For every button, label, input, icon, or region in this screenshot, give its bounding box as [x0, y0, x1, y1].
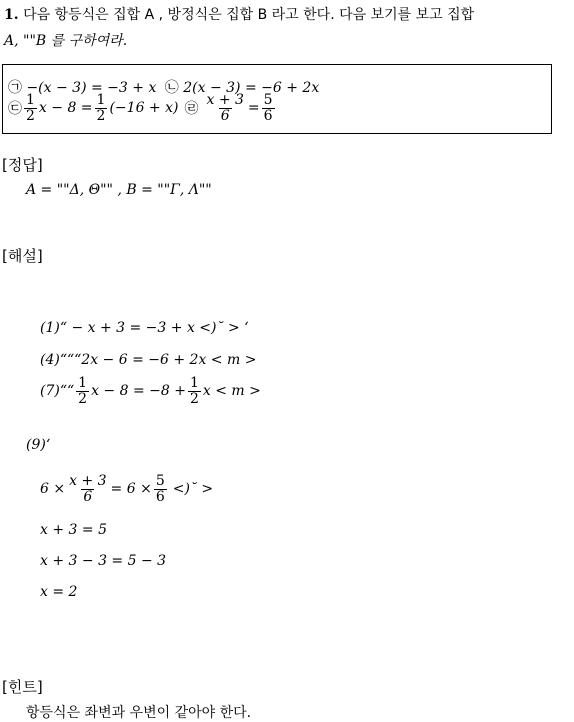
fraction-denominator: 6: [155, 488, 165, 505]
option-c-tail: (−16 + x): [109, 100, 179, 117]
fraction-numerator: 1: [78, 375, 88, 391]
fraction-denominator: 2: [96, 107, 106, 124]
hint-text: 항등식은 좌변과 우변이 같아야 한다.: [26, 705, 252, 721]
option-d-label: ㉣: [184, 101, 199, 118]
question-line-2: A, ""B 를 구하여라.: [4, 33, 128, 49]
option-row-2: [8, 93, 277, 123]
line3-fraction: [76, 376, 89, 406]
hint-title: [힌트]: [2, 678, 43, 696]
option-a-expr: −(x − 3) = −3 + x: [26, 80, 157, 96]
line3-prefix: (7)““: [40, 383, 75, 400]
step1-mid: = 6 ×: [110, 481, 152, 498]
fraction-denominator: 2: [189, 390, 199, 407]
option-c-mid: x − 8 =: [38, 100, 93, 117]
answer-line: A = ""Δ, Θ"" , B = ""Γ, Λ"": [26, 182, 212, 198]
step1-fraction: [67, 474, 108, 504]
explanation-step-4: x = 2: [40, 584, 78, 600]
fraction-numerator: 1: [189, 375, 199, 391]
question-line-1: [4, 4, 474, 24]
explanation-step-1: [40, 474, 213, 504]
fraction-denominator: 2: [78, 390, 88, 407]
fraction-denominator: 6: [263, 107, 273, 124]
option-c-fraction: [24, 93, 37, 123]
option-b-expr: 2(x − 3) = −6 + 2x: [183, 80, 320, 96]
explanation-line-4: (9)‘: [26, 437, 51, 453]
fraction-denominator: 6: [83, 488, 93, 505]
line3-tail: x < m >: [202, 383, 261, 400]
explanation-line-2: (4)“““2x − 6 = −6 + 2x < m >: [40, 352, 257, 368]
fraction-numerator: 5: [155, 473, 165, 489]
option-d-fraction-2: [262, 93, 275, 123]
explanation-line-3: [40, 376, 261, 406]
fraction-denominator: 6: [220, 107, 230, 124]
explanation-step-3: x + 3 − 3 = 5 − 3: [40, 553, 167, 569]
option-c-label: ㉢: [8, 101, 22, 118]
explanation-line-1: (1)“ − x + 3 = −3 + x <)˘ > ‘: [40, 320, 249, 336]
step1-tail: <)˘ >: [172, 481, 214, 498]
line3-mid: x − 8 = −8 +: [91, 383, 186, 400]
line3-fraction-2: [188, 376, 201, 406]
fraction-denominator: 2: [26, 107, 35, 124]
fraction-numerator: x + 3: [206, 92, 244, 108]
question-text-1: 다음 항등식은 집합 A , 방정식은 집합 B 라고 한다. 다음 보기를 보고 집합: [23, 7, 475, 23]
option-b-label: ㉡: [164, 80, 179, 96]
fraction-numerator: 1: [96, 92, 106, 108]
question-number: 1.: [4, 7, 19, 23]
option-a-label: ㉠: [8, 80, 22, 96]
fraction-numerator: 5: [263, 92, 273, 108]
option-d-eq: =: [247, 100, 260, 117]
answer-title: [정답]: [2, 156, 43, 174]
explanation-title: [해설]: [2, 247, 43, 265]
option-c-fraction-2: [95, 93, 108, 123]
explanation-step-2: x + 3 = 5: [40, 522, 107, 538]
step1-fraction-2: [154, 474, 167, 504]
fraction-numerator: x + 3: [69, 473, 107, 489]
step1-prefix: 6 ×: [40, 481, 66, 498]
option-d-fraction: [204, 93, 245, 123]
fraction-numerator: 1: [26, 92, 35, 108]
